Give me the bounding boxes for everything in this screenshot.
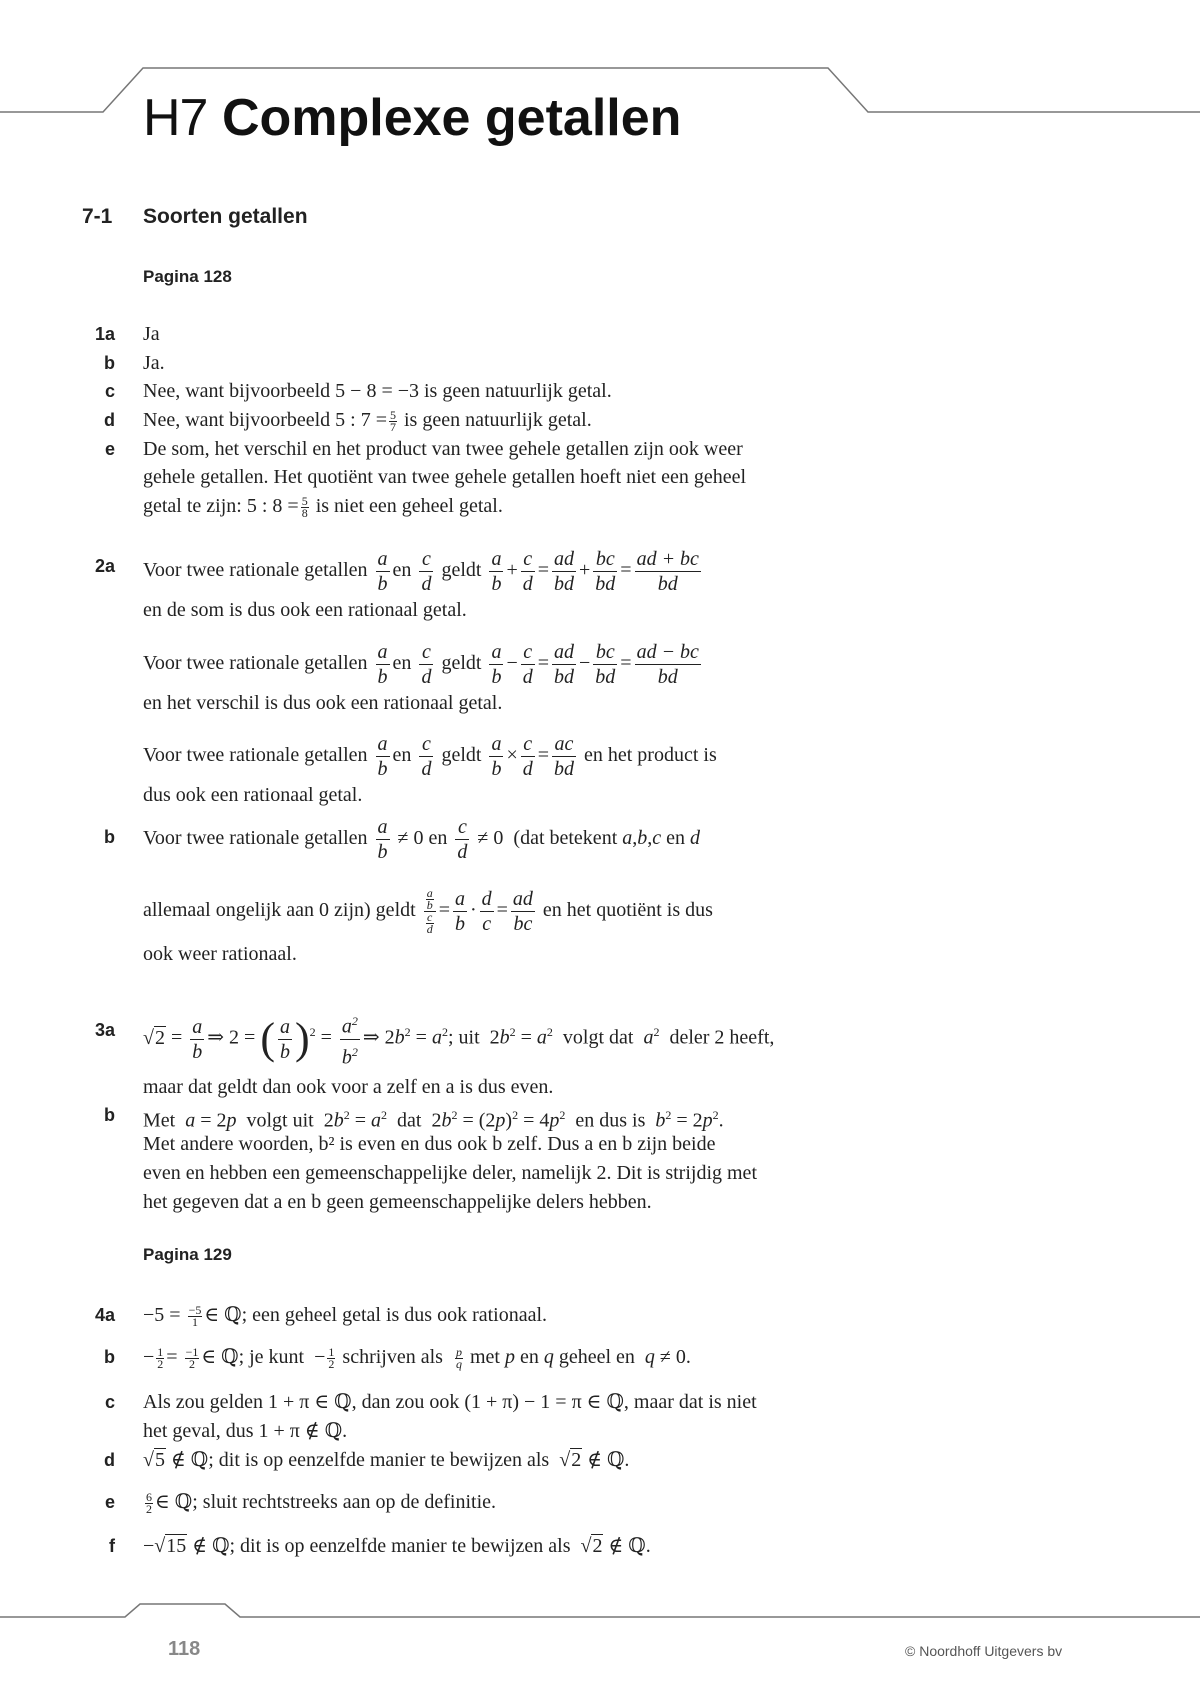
- fraction-ad-bd: $\frac{ad}{bd}$: [554, 547, 574, 595]
- fraction-a-b: $\frac{a}{b}$: [491, 547, 502, 595]
- answer-1d: [143, 407, 592, 433]
- fraction-a-b: $\frac{a}{b}$: [491, 732, 502, 780]
- answer-1e-line3-pre: getal te zijn: 5 : 8 =: [143, 495, 299, 517]
- label-2a: 2a: [94, 556, 115, 576]
- answer-2b-line1: Voor twee rationale getallen $\frac{a}{b}$ ≠ 0 en $\frac{c}{d}$ ≠ 0 (dat betekent a,b,c en d: [143, 815, 701, 863]
- fraction-ac-bd: $\frac{ac}{bd}$: [554, 732, 574, 780]
- answer-4d: √5 ∉ ℚ; dit is op eenzelfde manier te bewijzen als √2 ∉ ℚ.: [143, 1449, 630, 1471]
- fraction-d-c: $\frac{d}{c}$: [481, 887, 492, 935]
- answer-4f: −√15 ∉ ℚ; dit is op eenzelfde manier te bewijzen als √2 ∉ ℚ.: [143, 1535, 651, 1557]
- answer-2b-line3: ook weer rationaal.: [143, 943, 297, 965]
- answer-4b: − $\frac{1}{2}$ = $\frac{-1}{2}$ ∈ ℚ; je kunt − $\frac{1}{2}$ schrijven als $\frac{p}{q}$ met p en q geheel en q ≠ 0.: [143, 1344, 691, 1371]
- label-1c: c: [104, 381, 115, 401]
- chapter-title: Complexe getallen: [221, 89, 682, 147]
- fraction-neg5-1: $\frac{-5}{1}$: [188, 1302, 202, 1329]
- fraction-c-d: $\frac{c}{d}$: [522, 640, 533, 688]
- fraction-6-2: $\frac{6}{2}$: [146, 1489, 152, 1516]
- answer-2b-line2: allemaal ongelijk aan 0 zijn) geldt $\frac{\frac{a}{b}}{\frac{c}{d}}$ = $\frac{a}{b}$ · $\frac{d}{c}$ = $\frac{ad}{bc}$ en het quotiënt is dus: [143, 885, 713, 936]
- label-3b: b: [104, 1105, 115, 1125]
- label-1e: e: [104, 439, 115, 459]
- intro-text: Voor twee rationale getallen: [143, 744, 368, 766]
- intro-text: Voor twee rationale getallen: [143, 827, 368, 849]
- fraction-a-b: $\frac{a}{b}$: [377, 732, 388, 780]
- answer-4c-line1: Als zou gelden 1 + π ∈ ℚ, dan zou ook (1 + π) − 1 = π ∈ ℚ, maar dat is niet: [143, 1391, 757, 1413]
- en-text: en: [392, 744, 412, 766]
- answer-3b-line1: Met a = 2p volgt uit $2b^2 = a^2$ dat $2b^2 = (2p)^2 = 4p^2$ en dus is $b^2 = 2p^2$.: [143, 1108, 724, 1132]
- answer-3b-line2: Met andere woorden, b² is even en dus ook b zelf. Dus a en b zijn beide: [143, 1133, 716, 1155]
- footer-rule: [0, 1604, 1200, 1617]
- fraction-c-d: $\frac{c}{d}$: [457, 815, 468, 863]
- answer-2a-prod-note: dus ook een rationaal getal.: [143, 784, 363, 806]
- answer-1c: Nee, want bijvoorbeeld 5 − 8 = −3 is geen natuurlijk getal.: [143, 380, 612, 402]
- geldt-pre-text: allemaal ongelijk aan 0 zijn) geldt: [143, 899, 416, 921]
- fraction-ad-bc: $\frac{ad}{bc}$: [512, 887, 533, 935]
- sqrt-2: √2: [143, 1026, 165, 1049]
- label-4d: d: [104, 1450, 115, 1470]
- answer-2a-prod: Voor twee rationale getallen $\frac{a}{b}$ en $\frac{c}{d}$ geldt $\frac{a}{b}$ × $\frac{c}{d}$ = $\frac{ac}{bd}$ en het product is: [143, 732, 717, 780]
- answer-2a-diff: Voor twee rationale getallen $\frac{a}{b}$ en $\frac{c}{d}$ geldt $\frac{a}{b}$ − $\frac{c}{d}$ = $\frac{ad}{bd}$ − $\frac{bc}{bd}$ = $\frac{ad - bc}{bd}$: [143, 640, 699, 688]
- intro-text: Voor twee rationale getallen: [143, 652, 368, 674]
- label-1b: b: [104, 353, 115, 373]
- answer-2a-sum: Voor twee rationale getallen $\frac{a}{b}$ en $\frac{c}{d}$ geldt $\frac{a}{b}$ + $\frac{c}{d}$ = $\frac{ad}{bd}$ + $\frac{bc}{bd}$ = $\frac{ad + bc}{bd}$: [143, 547, 699, 595]
- answer-2a-diff-note: en het verschil is dus ook een rationaal getal.: [143, 692, 503, 714]
- fraction-c-d: $\frac{c}{d}$: [421, 732, 432, 780]
- fraction-c-d: $\frac{c}{d}$: [421, 640, 432, 688]
- answer-4d-text: ; dit is op eenzelfde manier te bewijzen als: [208, 1449, 550, 1471]
- fraction-5-8: $\frac{5}{8}$: [301, 493, 308, 520]
- en-text: en: [392, 652, 412, 674]
- en-text: en: [392, 559, 412, 581]
- prod-post-text: en het product is: [584, 744, 717, 766]
- fraction-a-b: $\frac{a}{b}$: [192, 1015, 203, 1063]
- page-heading-129: Pagina 129: [143, 1245, 232, 1264]
- fraction-a-b: $\frac{a}{b}$: [279, 1015, 290, 1063]
- answer-4f-text: ; dit is op eenzelfde manier te bewijzen als: [229, 1535, 571, 1557]
- label-2b: b: [104, 827, 115, 847]
- label-1a: 1a: [94, 324, 115, 344]
- fraction-1-2: $\frac{1}{2}$: [328, 1344, 335, 1371]
- answer-1e-line1: De som, het verschil en het product van twee gehele getallen zijn ook weer: [143, 438, 743, 460]
- answer-4a: −5 = $\frac{-5}{1}$ ∈ ℚ; een geheel getal is dus ook rationaal.: [143, 1302, 548, 1329]
- chapter-number: H7: [143, 89, 208, 147]
- fraction-c-d: $\frac{c}{d}$: [421, 547, 432, 595]
- fraction-a-b: $\frac{a}{b}$: [491, 640, 502, 688]
- fraction-1-2: $\frac{1}{2}$: [157, 1344, 164, 1371]
- label-4e: e: [104, 1492, 115, 1512]
- fraction-neg1-2: $\frac{-1}{2}$: [185, 1344, 199, 1371]
- answer-1e-line3: [143, 493, 503, 519]
- betekent-text: (dat betekent: [513, 827, 618, 849]
- answer-4e-text: ; sluit rechtstreeks aan op de definitie.: [192, 1491, 497, 1513]
- fraction-a2-b2: $\frac{a^2}{b^2}$: [340, 1009, 360, 1069]
- label-3a: 3a: [94, 1020, 115, 1040]
- answer-1d-post: is geen natuurlijk getal.: [404, 409, 592, 431]
- fraction-a-b: $\frac{a}{b}$: [377, 815, 388, 863]
- quotient-text: en het quotiënt is dus: [542, 899, 713, 921]
- geldt-text: geldt: [441, 652, 482, 674]
- fraction-bc-bd: $\frac{bc}{bd}$: [595, 640, 616, 688]
- copyright: © Noordhoff Uitgevers bv: [905, 1643, 1063, 1659]
- sqrt-5: √5: [143, 1449, 165, 1471]
- fraction-c-d: $\frac{c}{d}$: [522, 547, 533, 595]
- sqrt-2: √2: [559, 1449, 582, 1471]
- fraction-p-q: $\frac{p}{q}$: [455, 1344, 462, 1371]
- fraction-a-b: $\frac{a}{b}$: [454, 887, 465, 935]
- sqrt-2: √2: [580, 1535, 603, 1557]
- answer-4a-text: ; een geheel getal is dus ook rationaal.: [241, 1304, 548, 1326]
- answer-3b-line3: even en hebben een gemeenschappelijke deler, namelijk 2. Dit is strijdig met: [143, 1162, 757, 1184]
- chapter-heading: [143, 88, 681, 148]
- answer-1d-pre: Nee, want bijvoorbeeld 5 : 7 =: [143, 409, 387, 431]
- label-4c: c: [104, 1392, 115, 1412]
- fraction-ad-bd: $\frac{ad}{bd}$: [554, 640, 574, 688]
- answer-1b: Ja.: [143, 352, 165, 374]
- fraction-c-d: $\frac{c}{d}$: [522, 732, 533, 780]
- answer-3a-line1: √2 = $\frac{a}{b}$ ⇒ 2 = ( $\frac{a}{b}$ )$^2$ = $\frac{a^2}{b^2}$ ⇒ $2b^2 = a^2$; uit $2b^2 = a^2$ volgt dat $a^2$ deler 2 heeft,: [143, 992, 774, 1079]
- en-text: en: [428, 827, 448, 849]
- geldt-text: geldt: [441, 559, 482, 581]
- answer-3a-line2: maar dat geldt dan ook voor a zelf en a is dus even.: [143, 1076, 554, 1098]
- fraction-a-b: $\frac{a}{b}$: [377, 640, 388, 688]
- deler-text: deler 2 heeft,: [669, 1026, 775, 1049]
- label-4b: b: [104, 1347, 115, 1367]
- fraction-a-b: $\frac{a}{b}$: [377, 547, 388, 595]
- volgt-text: volgt dat: [562, 1026, 634, 1049]
- answer-1e-line3-post: is niet een geheel getal.: [315, 495, 503, 517]
- fraction-bc-bd: $\frac{bc}{bd}$: [595, 547, 616, 595]
- sqrt-15: √15: [154, 1535, 187, 1557]
- answer-3b-line4: het gegeven dat a en b geen gemeenschappelijke delers hebben.: [143, 1191, 652, 1213]
- answer-1e-line2: gehele getallen. Het quotiënt van twee gehele getallen hoeft niet een geheel: [143, 466, 747, 488]
- fraction-diff-result: $\frac{ad - bc}{bd}$: [636, 640, 699, 688]
- label-4a: 4a: [94, 1305, 115, 1325]
- answer-4c-line2: het geval, dus 1 + π ∉ ℚ.: [143, 1420, 348, 1442]
- compound-fraction: $\frac{\frac{a}{b}}{\frac{c}{d}}$: [424, 888, 436, 935]
- intro-text: Voor twee rationale getallen: [143, 559, 368, 581]
- label-4f: f: [109, 1536, 115, 1556]
- section-title: Soorten getallen: [143, 205, 308, 228]
- answer-1a: Ja: [143, 323, 160, 345]
- section-number: 7-1: [82, 205, 113, 228]
- page-number: 118: [168, 1638, 201, 1660]
- fraction-5-7: $\frac{5}{7}$: [390, 407, 396, 434]
- geldt-text: geldt: [441, 744, 482, 766]
- fraction-sum-result: $\frac{ad + bc}{bd}$: [636, 547, 699, 595]
- page-heading-128: Pagina 128: [143, 267, 232, 286]
- answer-4e: $\frac{6}{2}$ ∈ ℚ; sluit rechtstreeks aan op de definitie.: [146, 1489, 497, 1516]
- answer-2a-sum-note: en de som is dus ook een rationaal getal.: [143, 599, 467, 621]
- label-1d: d: [104, 410, 115, 430]
